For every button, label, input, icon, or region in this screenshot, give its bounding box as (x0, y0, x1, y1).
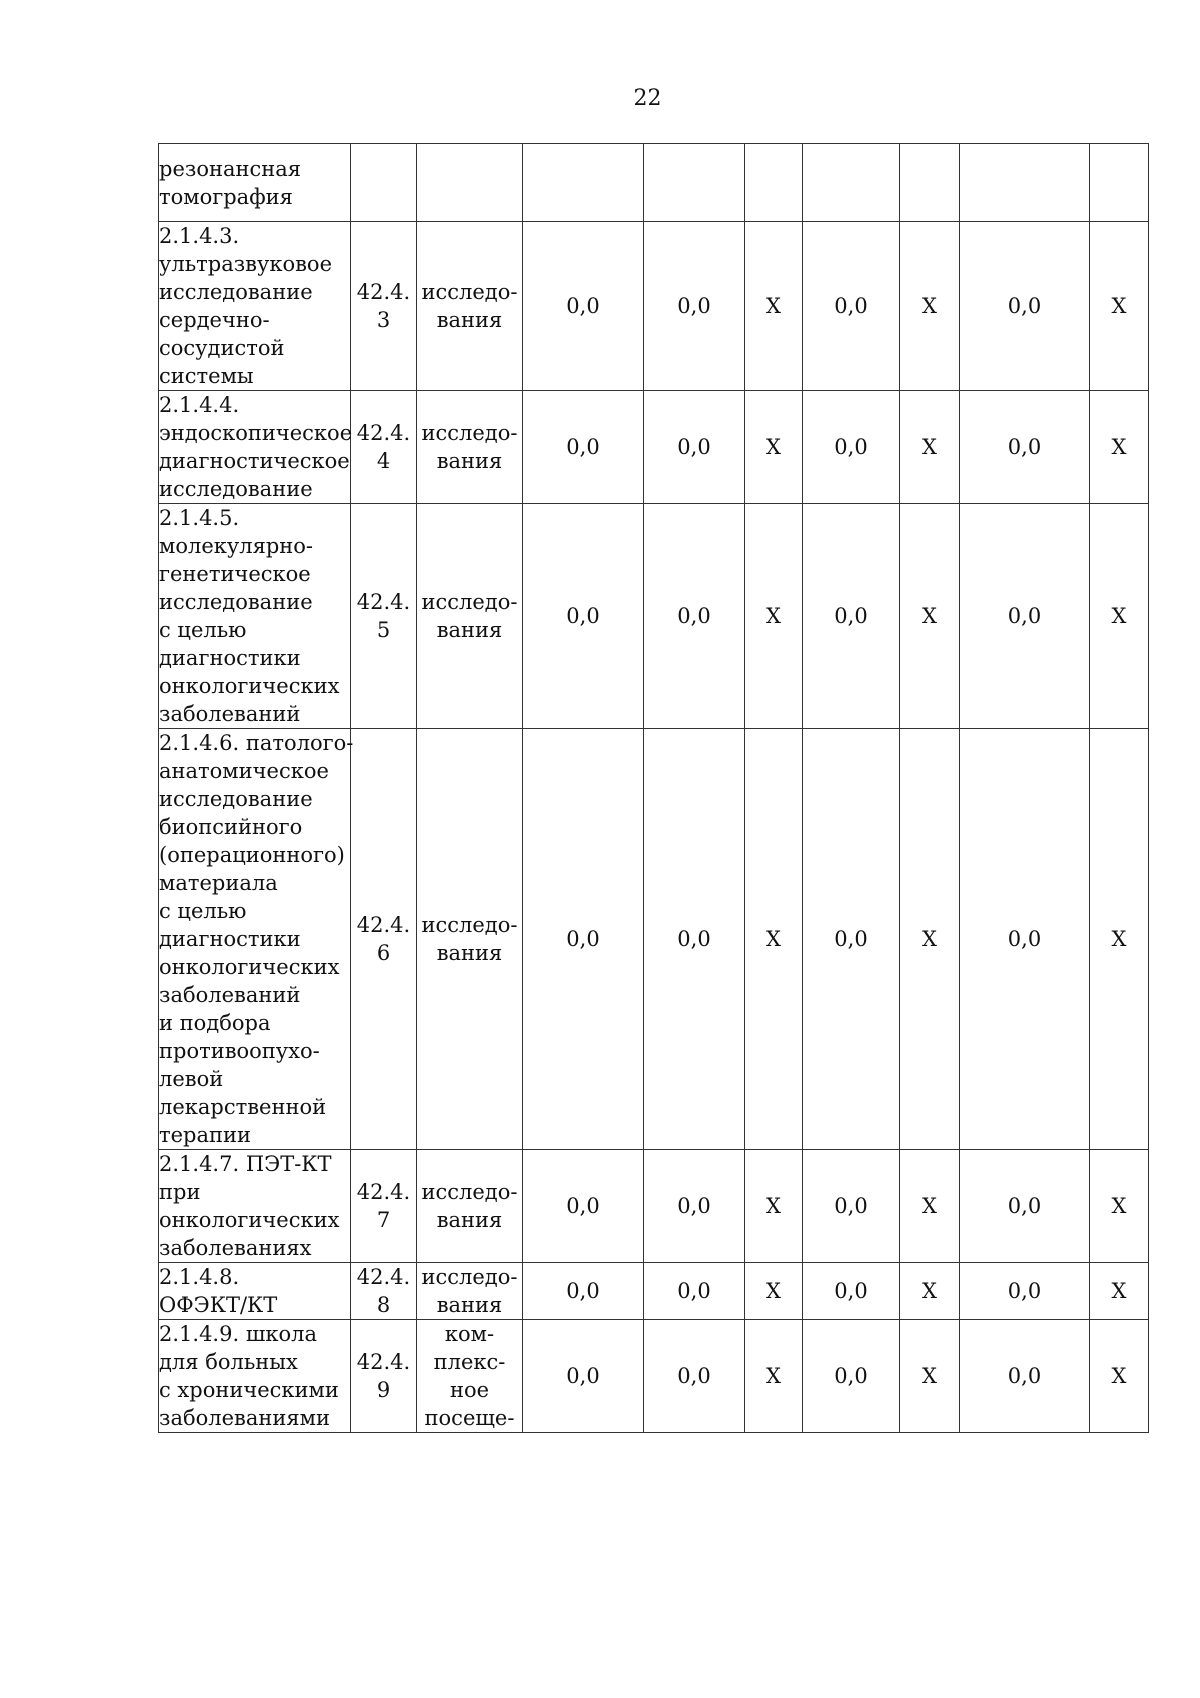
value-cell: X (900, 1150, 960, 1263)
value-cell: 0,0 (960, 1320, 1090, 1433)
indicator-name-cell-line: диагностическое (159, 449, 350, 473)
unit-cell-line: исследо- (421, 1180, 518, 1204)
indicator-name-cell (159, 144, 351, 222)
row-code-cell (351, 1150, 417, 1263)
indicator-name-cell-line: с целью (159, 899, 247, 923)
indicator-name-cell-line: исследование (159, 787, 313, 811)
unit-cell-line: исследо- (421, 421, 518, 445)
page-number: 22 (633, 86, 662, 111)
unit-cell (417, 1263, 523, 1320)
value-cell: 0,0 (644, 504, 745, 729)
indicator-name-cell-line: 2.1.4.6. патолого- (159, 731, 354, 755)
table-row (159, 222, 1149, 391)
table-row (159, 1320, 1149, 1433)
unit-cell-line: вания (436, 449, 503, 473)
value-cell: X (745, 729, 803, 1150)
value-cell: X (745, 1150, 803, 1263)
value-cell: X (745, 1320, 803, 1433)
value-cell: X (1090, 1150, 1149, 1263)
row-code-cell (351, 504, 417, 729)
data-table (158, 143, 1149, 1433)
indicator-name-cell-line: биопсийного (159, 815, 303, 839)
value-cell (1090, 144, 1149, 222)
unit-cell-line: ное (449, 1378, 490, 1402)
row-code-cell-line: 4 (376, 449, 391, 473)
row-code-cell (351, 1320, 417, 1433)
indicator-name-cell-line: ОФЭКТ/КТ (159, 1293, 278, 1317)
value-cell: 0,0 (523, 504, 644, 729)
unit-cell-line: исследо- (421, 1265, 518, 1289)
value-cell: 0,0 (644, 1150, 745, 1263)
value-cell: X (745, 222, 803, 391)
indicator-name-cell-line: заболеваниями (159, 1406, 330, 1430)
unit-cell-line: вания (436, 308, 503, 332)
indicator-name-cell-line: с хроническими (159, 1378, 339, 1402)
indicator-name-cell-line: томография (159, 184, 293, 209)
value-cell: 0,0 (960, 391, 1090, 504)
value-cell: X (1090, 391, 1149, 504)
unit-cell (417, 144, 523, 222)
value-cell: 0,0 (960, 1263, 1090, 1320)
indicator-name-cell (159, 1263, 351, 1320)
value-cell: 0,0 (644, 1320, 745, 1433)
value-cell: 0,0 (644, 1263, 745, 1320)
table-row (159, 391, 1149, 504)
value-cell: 0,0 (960, 729, 1090, 1150)
row-code-cell-line: 42.4. (356, 421, 411, 445)
indicator-name-cell-line: сердечно- (159, 308, 270, 332)
indicator-name-cell-line: 2.1.4.3. (159, 224, 240, 248)
row-code-cell-line: 3 (376, 308, 391, 332)
indicator-name-cell-line: для больных (159, 1350, 298, 1374)
indicator-name-cell-line: эндоскопическое (159, 421, 353, 445)
row-code-cell-line: 42.4. (356, 1180, 411, 1204)
value-cell: 0,0 (803, 1320, 900, 1433)
unit-cell (417, 729, 523, 1150)
value-cell: 0,0 (644, 391, 745, 504)
row-code-cell (351, 144, 417, 222)
value-cell (644, 144, 745, 222)
value-cell (960, 144, 1090, 222)
row-code-cell-line: 7 (376, 1208, 391, 1232)
value-cell (745, 144, 803, 222)
indicator-name-cell-line: сосудистой (159, 336, 285, 360)
value-cell: X (900, 504, 960, 729)
value-cell: X (900, 222, 960, 391)
indicator-name-cell-line: с целью (159, 618, 247, 642)
row-code-cell-line: 42.4. (356, 1350, 411, 1374)
unit-cell-line: посеще- (424, 1406, 515, 1430)
value-cell: 0,0 (960, 1150, 1090, 1263)
indicator-name-cell-line: лекарственной (159, 1095, 327, 1119)
value-cell (523, 144, 644, 222)
indicator-name-cell-line: диагностики (159, 646, 301, 670)
indicator-name-cell-line: заболеваниях (159, 1236, 312, 1260)
indicator-name-cell-line: 2.1.4.7. ПЭТ-КТ (159, 1152, 332, 1176)
table-row (159, 729, 1149, 1150)
value-cell: X (1090, 1320, 1149, 1433)
indicator-name-cell (159, 222, 351, 391)
indicator-name-cell-line: противоопухо- (159, 1039, 320, 1063)
table-row (159, 504, 1149, 729)
table-row (159, 1150, 1149, 1263)
indicator-name-cell-line: ультразвуковое (159, 252, 333, 276)
value-cell: 0,0 (803, 1150, 900, 1263)
row-code-cell-line: 9 (376, 1378, 391, 1402)
value-cell: X (745, 1263, 803, 1320)
value-cell: 0,0 (803, 729, 900, 1150)
indicator-name-cell-line: онкологических (159, 955, 340, 979)
value-cell: X (1090, 222, 1149, 391)
indicator-name-cell-line: материала (159, 871, 278, 895)
indicator-name-cell (159, 1150, 351, 1263)
value-cell: X (900, 729, 960, 1150)
value-cell: 0,0 (644, 729, 745, 1150)
value-cell: X (900, 391, 960, 504)
indicator-name-cell-line: исследование (159, 477, 313, 501)
indicator-name-cell-line: заболеваний (159, 702, 301, 726)
value-cell: X (1090, 729, 1149, 1150)
unit-cell-line: вания (436, 941, 503, 965)
value-cell: X (1090, 1263, 1149, 1320)
indicator-name-cell-line: диагностики (159, 927, 301, 951)
value-cell: 0,0 (523, 729, 644, 1150)
row-code-cell (351, 391, 417, 504)
value-cell: 0,0 (803, 1263, 900, 1320)
value-cell: 0,0 (523, 391, 644, 504)
indicator-name-cell-line: онкологических (159, 1208, 340, 1232)
row-code-cell-line: 42.4. (356, 913, 411, 937)
unit-cell (417, 391, 523, 504)
value-cell: X (900, 1320, 960, 1433)
value-cell: 0,0 (644, 222, 745, 391)
value-cell: 0,0 (803, 391, 900, 504)
indicator-name-cell-line: (операционного) (159, 843, 345, 867)
unit-cell-line: исследо- (421, 590, 518, 614)
indicator-name-cell (159, 1320, 351, 1433)
value-cell: X (1090, 504, 1149, 729)
value-cell (900, 144, 960, 222)
indicator-name-cell-line: левой (159, 1067, 224, 1091)
table-row (159, 144, 1149, 222)
unit-cell (417, 1150, 523, 1263)
value-cell: 0,0 (803, 222, 900, 391)
row-code-cell-line: 6 (376, 941, 391, 965)
value-cell: 0,0 (803, 504, 900, 729)
value-cell: 0,0 (523, 1263, 644, 1320)
indicator-name-cell-line: онкологических (159, 674, 340, 698)
row-code-cell-line: 8 (376, 1293, 391, 1317)
value-cell: X (745, 391, 803, 504)
unit-cell-line: плекс- (433, 1350, 506, 1374)
indicator-name-cell-line: системы (159, 364, 254, 388)
indicator-name-cell-line: 2.1.4.8. (159, 1265, 240, 1289)
value-cell: 0,0 (960, 504, 1090, 729)
indicator-name-cell-line: исследование (159, 280, 313, 304)
row-code-cell-line: 42.4. (356, 590, 411, 614)
indicator-name-cell (159, 391, 351, 504)
value-cell: X (900, 1263, 960, 1320)
value-cell: 0,0 (523, 222, 644, 391)
indicator-name-cell-line: заболеваний (159, 983, 301, 1007)
value-cell: 0,0 (960, 222, 1090, 391)
indicator-name-cell (159, 729, 354, 1150)
value-cell (803, 144, 900, 222)
unit-cell-line: вания (436, 618, 503, 642)
unit-cell-line: вания (436, 1208, 503, 1232)
unit-cell-line: ком- (444, 1322, 495, 1346)
value-cell: 0,0 (523, 1150, 644, 1263)
indicator-name-cell-line: терапии (159, 1123, 251, 1147)
indicator-name-cell (159, 504, 351, 729)
indicator-name-cell-line: генетическое (159, 562, 311, 586)
row-code-cell (351, 729, 417, 1150)
unit-cell-line: вания (436, 1293, 503, 1317)
indicator-name-cell-line: при (159, 1180, 201, 1204)
row-code-cell (351, 1263, 417, 1320)
unit-cell-line: исследо- (421, 913, 518, 937)
indicator-name-cell-line: молекулярно- (159, 534, 313, 558)
row-code-cell-line: 5 (376, 618, 391, 642)
indicator-name-cell-line: 2.1.4.4. (159, 393, 240, 417)
indicator-name-cell-line: анатомическое (159, 759, 329, 783)
unit-cell (417, 504, 523, 729)
unit-cell (417, 222, 523, 391)
unit-cell (417, 1320, 523, 1433)
unit-cell-line: исследо- (421, 280, 518, 304)
value-cell: 0,0 (523, 1320, 644, 1433)
row-code-cell-line: 42.4. (356, 280, 411, 304)
value-cell: X (745, 504, 803, 729)
indicator-name-cell-line: 2.1.4.9. школа (159, 1322, 317, 1346)
indicator-name-cell-line: 2.1.4.5. (159, 506, 240, 530)
row-code-cell-line: 42.4. (356, 1265, 411, 1289)
row-code-cell (351, 222, 417, 391)
table-row (159, 1263, 1149, 1320)
indicator-name-cell-line: исследование (159, 590, 313, 614)
indicator-name-cell-line: и подбора (159, 1011, 271, 1035)
indicator-name-cell-line: резонансная (159, 156, 302, 181)
